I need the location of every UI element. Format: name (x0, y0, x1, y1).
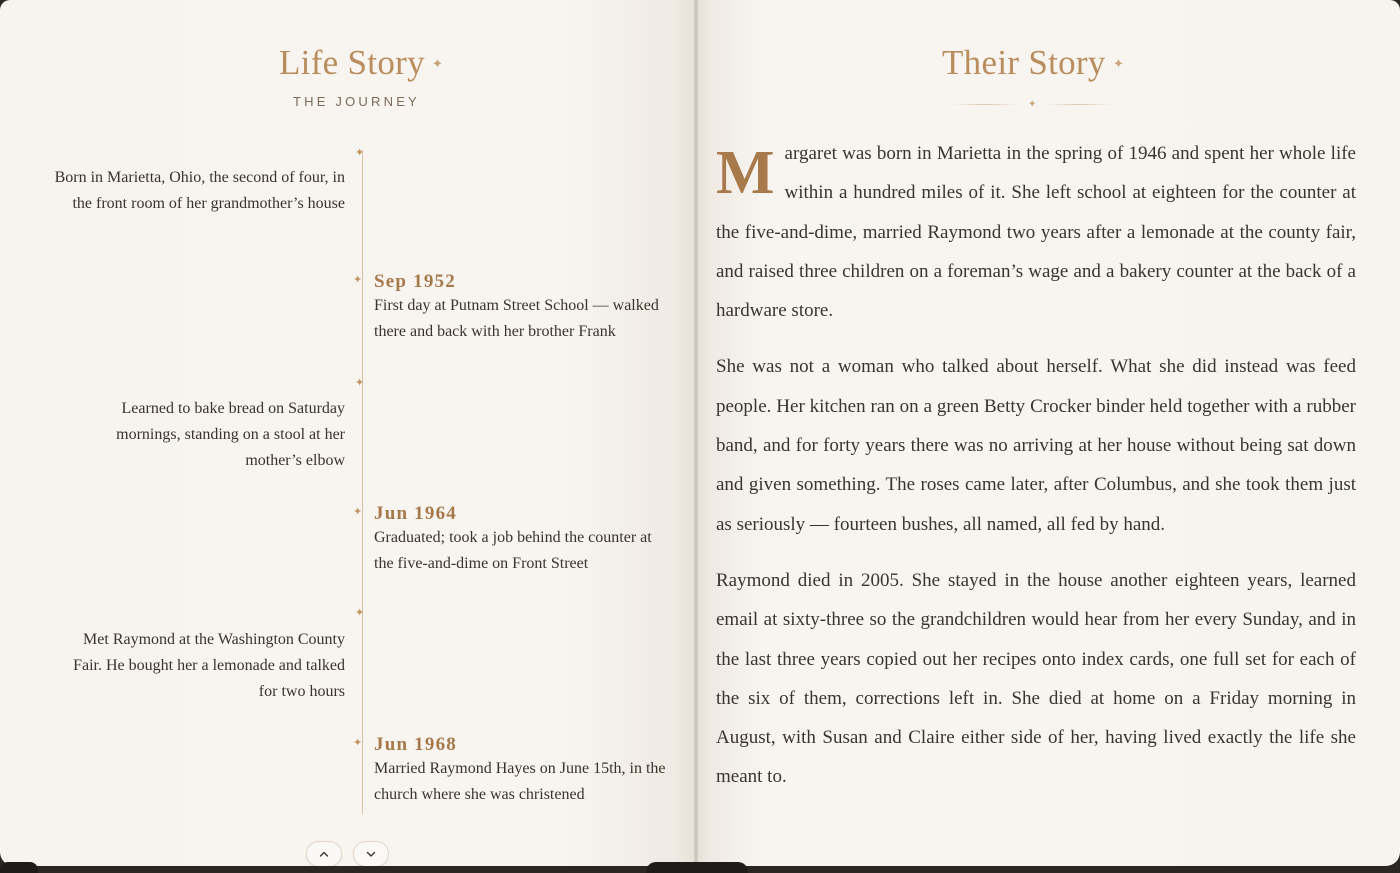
timeline-date: Jun 1964 (374, 503, 457, 524)
timeline-date: Jun 1968 (374, 734, 457, 755)
story-paragraph: Raymond died in 2005. She stayed in the house another eighteen years, learned email at sixty-three so the grandchildren would hear from her every Sunday, and in the last three years copied out her recipes onto index cards, one full set for each of the six of them, corrections left in. She died at home on a Friday morning in August, with Susan and Claire either side of her, having lived exactly the life she meant to. (716, 569, 1356, 788)
story-title: Their Story (942, 43, 1106, 82)
story-body (716, 134, 1356, 814)
timeline-text: Learned to bake bread on Saturday mornings, standing on a stool at her mother’s elbow (116, 400, 345, 469)
left-page (0, 0, 696, 866)
story-paragraph: She was not a woman who talked about herself. What she did instead was feed people. Her kitchen ran on a green Betty Crocker binder held together with a rubber band, and for forty years there was no arriving at her house without being sat down and given something. The roses came later, after Columbus, and she took them just as seriously — fourteen bushes, all named, all fed by hand. (716, 356, 1356, 535)
book-gutter (694, 0, 698, 866)
timeline-star-icon: ✦ (353, 274, 363, 286)
title-ornament-icon: ✦ (1113, 56, 1124, 71)
timeline-star-icon: ✦ (355, 147, 365, 159)
timeline-line (362, 150, 363, 814)
page-subtitle: THE JOURNEY (293, 94, 420, 109)
timeline-date: Sep 1952 (374, 271, 456, 292)
title-ornament-icon: ✦ (432, 56, 443, 71)
timeline-text: Born in Marietta, Ohio, the second of four, in the front room of her grandmother’s house (54, 169, 345, 212)
divider-line (1046, 104, 1112, 105)
timeline-text: Married Raymond Hayes on June 15th, in the church where she was christened (374, 760, 666, 803)
chevron-up-icon (318, 848, 330, 860)
scroll-up-button[interactable] (306, 841, 342, 867)
scroll-down-button[interactable] (353, 841, 389, 867)
spine-tab (646, 862, 748, 873)
divider-line (952, 104, 1018, 105)
drop-cap: M (716, 139, 775, 207)
timeline-text: Graduated; took a job behind the counter at the five-and-dime on Front Street (374, 529, 652, 572)
divider-star-icon: ✦ (1028, 99, 1037, 110)
chevron-down-icon (365, 848, 377, 860)
timeline-text: First day at Putnam Street School — walked there and back with her brother Frank (374, 297, 659, 340)
timeline-star-icon: ✦ (355, 607, 365, 619)
timeline-star-icon: ✦ (353, 506, 363, 518)
page-title: Life Story (279, 43, 425, 82)
timeline-star-icon: ✦ (355, 377, 365, 389)
corner-tab (0, 862, 38, 873)
timeline-star-icon: ✦ (353, 737, 363, 749)
timeline-text: Met Raymond at the Washington County Fair. He bought her a lemonade and talked for two hours (73, 631, 345, 700)
story-paragraph: Margaret was born in Marietta in the spring of 1946 and spent her whole life within a hundred miles of it. She left school at eighteen for the counter at the five-and-dime, married Raymond two years after a lemonade at the county fair, and raised three children on a foreman’s wage and a bakery counter at the back of a hardware store. (716, 139, 1356, 322)
